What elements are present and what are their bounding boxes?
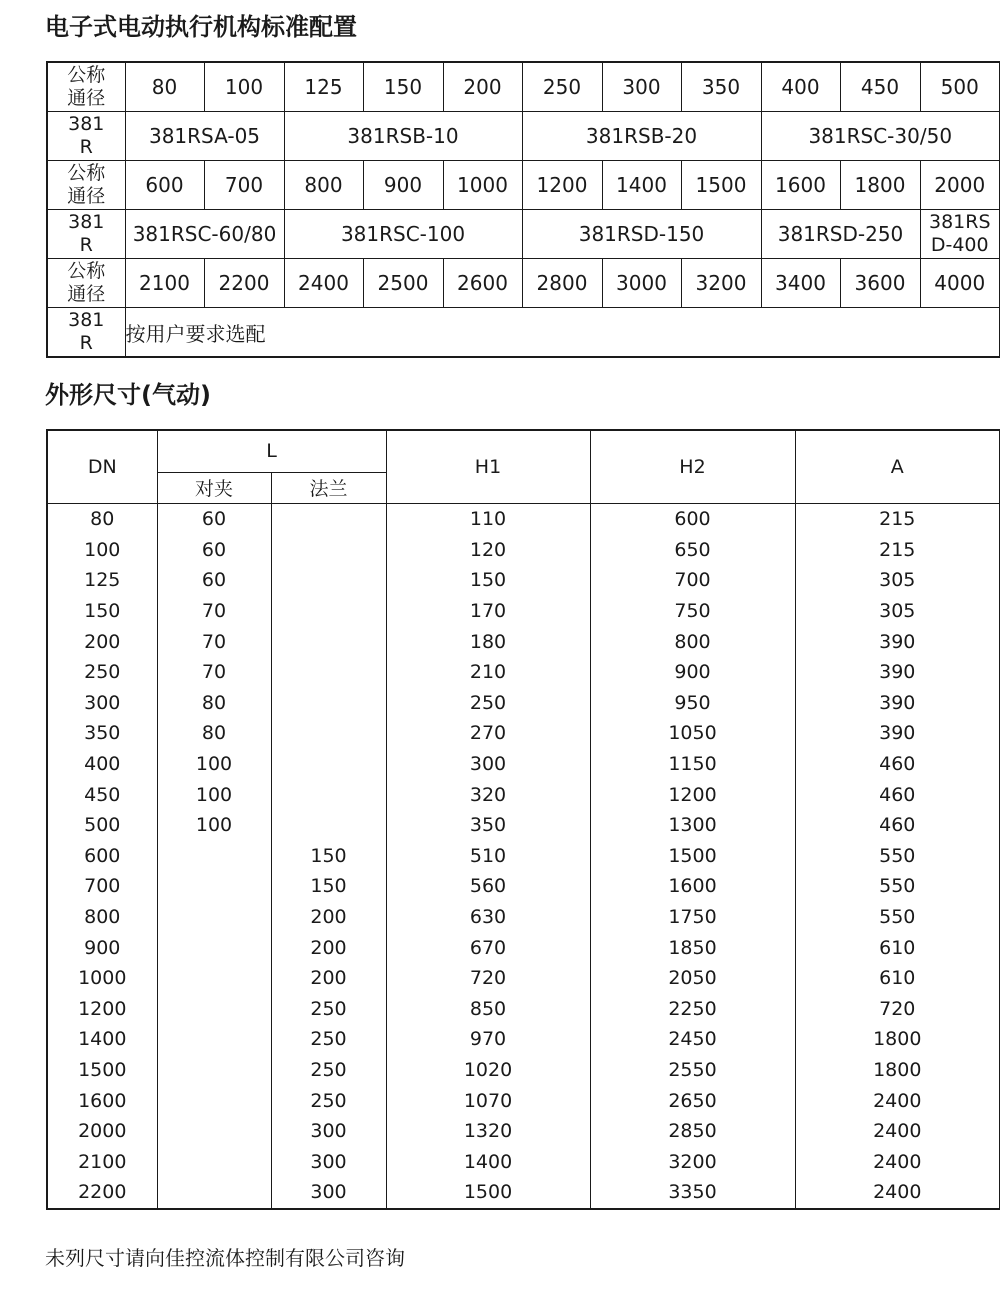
a-cell: 550 bbox=[795, 841, 1000, 872]
table-row bbox=[47, 932, 1000, 963]
dn-cell: 1600 bbox=[47, 1085, 157, 1116]
l-flange-cell bbox=[271, 749, 386, 780]
standard-config-table bbox=[46, 61, 1000, 358]
l-flange-cell bbox=[271, 565, 386, 596]
l-wafer-cell bbox=[157, 902, 271, 933]
h1-cell: 670 bbox=[386, 932, 590, 963]
table-row bbox=[47, 718, 1000, 749]
l-wafer-cell bbox=[157, 1024, 271, 1055]
model-row bbox=[47, 308, 1000, 358]
header-l-flange: 法兰 bbox=[271, 472, 386, 503]
l-flange-cell bbox=[271, 657, 386, 688]
header-l: L bbox=[157, 430, 386, 472]
l-wafer-cell bbox=[157, 1177, 271, 1209]
dn-cell: 1000 bbox=[443, 161, 522, 210]
table-row bbox=[47, 841, 1000, 872]
a-cell: 550 bbox=[795, 902, 1000, 933]
l-flange-cell: 200 bbox=[271, 902, 386, 933]
l-wafer-cell bbox=[157, 841, 271, 872]
dn-cell: 800 bbox=[284, 161, 363, 210]
h2-cell: 1600 bbox=[590, 871, 795, 902]
l-flange-cell bbox=[271, 810, 386, 841]
dn-cell: 100 bbox=[47, 535, 157, 566]
a-cell: 460 bbox=[795, 779, 1000, 810]
h2-cell: 1200 bbox=[590, 779, 795, 810]
l-wafer-cell bbox=[157, 1146, 271, 1177]
dn-cell: 125 bbox=[47, 565, 157, 596]
a-cell: 460 bbox=[795, 749, 1000, 780]
l-flange-cell bbox=[271, 688, 386, 719]
l-wafer-cell bbox=[157, 932, 271, 963]
row-label-381r: 381 R bbox=[47, 308, 125, 358]
h1-cell: 1070 bbox=[386, 1085, 590, 1116]
dn-cell: 200 bbox=[47, 626, 157, 657]
a-cell: 215 bbox=[795, 535, 1000, 566]
dn-cell: 600 bbox=[125, 161, 204, 210]
l-flange-cell bbox=[271, 504, 386, 535]
dn-cell: 100 bbox=[204, 62, 284, 112]
h1-cell: 350 bbox=[386, 810, 590, 841]
model-cell: 381RSD-250 bbox=[761, 210, 920, 259]
dn-cell: 2200 bbox=[47, 1177, 157, 1209]
dn-row bbox=[47, 259, 1000, 308]
header-h2: H2 bbox=[590, 430, 795, 504]
dn-cell: 150 bbox=[47, 596, 157, 627]
dn-cell: 2600 bbox=[443, 259, 522, 308]
model-cell: 381RS D-400 bbox=[920, 210, 1000, 259]
dn-cell: 450 bbox=[840, 62, 920, 112]
a-cell: 720 bbox=[795, 994, 1000, 1025]
h1-cell: 180 bbox=[386, 626, 590, 657]
h1-cell: 1320 bbox=[386, 1116, 590, 1147]
h2-cell: 3200 bbox=[590, 1146, 795, 1177]
dn-cell: 450 bbox=[47, 779, 157, 810]
h2-cell: 1850 bbox=[590, 932, 795, 963]
a-cell: 2400 bbox=[795, 1146, 1000, 1177]
dn-cell: 900 bbox=[363, 161, 443, 210]
h1-cell: 510 bbox=[386, 841, 590, 872]
h1-cell: 270 bbox=[386, 718, 590, 749]
table-row bbox=[47, 1146, 1000, 1177]
config-section-title: 电子式电动执行机构标准配置 bbox=[45, 13, 357, 41]
dn-cell: 80 bbox=[47, 504, 157, 535]
a-cell: 305 bbox=[795, 596, 1000, 627]
table-row bbox=[47, 963, 1000, 994]
a-cell: 390 bbox=[795, 688, 1000, 719]
h1-cell: 150 bbox=[386, 565, 590, 596]
l-wafer-cell bbox=[157, 994, 271, 1025]
dn-row bbox=[47, 161, 1000, 210]
l-wafer-cell: 60 bbox=[157, 504, 271, 535]
dimensions-section-title: 外形尺寸(气动) bbox=[45, 381, 211, 409]
dn-cell: 400 bbox=[47, 749, 157, 780]
dn-cell: 400 bbox=[761, 62, 840, 112]
dn-cell: 3600 bbox=[840, 259, 920, 308]
dn-cell: 500 bbox=[920, 62, 1000, 112]
l-flange-cell: 200 bbox=[271, 963, 386, 994]
a-cell: 1800 bbox=[795, 1055, 1000, 1086]
dn-cell: 3200 bbox=[681, 259, 761, 308]
a-cell: 550 bbox=[795, 871, 1000, 902]
h1-cell: 110 bbox=[386, 504, 590, 535]
row-label-dn: 公称 通径 bbox=[47, 259, 125, 308]
dn-cell: 3000 bbox=[602, 259, 681, 308]
table-row bbox=[47, 810, 1000, 841]
a-cell: 2400 bbox=[795, 1177, 1000, 1209]
dn-cell: 250 bbox=[47, 657, 157, 688]
l-flange-cell: 150 bbox=[271, 841, 386, 872]
h1-cell: 970 bbox=[386, 1024, 590, 1055]
l-flange-cell bbox=[271, 535, 386, 566]
h2-cell: 1500 bbox=[590, 841, 795, 872]
h2-cell: 2250 bbox=[590, 994, 795, 1025]
dn-cell: 3400 bbox=[761, 259, 840, 308]
h2-cell: 1150 bbox=[590, 749, 795, 780]
model-row bbox=[47, 112, 1000, 161]
table-row bbox=[47, 565, 1000, 596]
dn-cell: 125 bbox=[284, 62, 363, 112]
h1-cell: 210 bbox=[386, 657, 590, 688]
dn-cell: 1800 bbox=[840, 161, 920, 210]
h2-cell: 950 bbox=[590, 688, 795, 719]
h2-cell: 650 bbox=[590, 535, 795, 566]
header-h1: H1 bbox=[386, 430, 590, 504]
h1-cell: 630 bbox=[386, 902, 590, 933]
h1-cell: 250 bbox=[386, 688, 590, 719]
table-row bbox=[47, 1177, 1000, 1209]
l-flange-cell bbox=[271, 596, 386, 627]
table-row bbox=[47, 994, 1000, 1025]
table-row bbox=[47, 871, 1000, 902]
table-row bbox=[47, 779, 1000, 810]
table-row bbox=[47, 535, 1000, 566]
l-flange-cell: 300 bbox=[271, 1116, 386, 1147]
h2-cell: 1300 bbox=[590, 810, 795, 841]
l-flange-cell: 300 bbox=[271, 1177, 386, 1209]
h1-cell: 120 bbox=[386, 535, 590, 566]
model-cell: 381RSC-60/80 bbox=[125, 210, 284, 259]
l-wafer-cell: 70 bbox=[157, 596, 271, 627]
dn-cell: 1400 bbox=[47, 1024, 157, 1055]
footer-note: 未列尺寸请向佳控流体控制有限公司咨询 bbox=[45, 1246, 405, 1270]
h2-cell: 2650 bbox=[590, 1085, 795, 1116]
model-cell: 381RSC-30/50 bbox=[761, 112, 1000, 161]
l-flange-cell bbox=[271, 718, 386, 749]
dn-cell: 4000 bbox=[920, 259, 1000, 308]
dn-cell: 2200 bbox=[204, 259, 284, 308]
h1-cell: 300 bbox=[386, 749, 590, 780]
l-flange-cell: 250 bbox=[271, 1024, 386, 1055]
l-flange-cell: 250 bbox=[271, 994, 386, 1025]
a-cell: 2400 bbox=[795, 1116, 1000, 1147]
l-flange-cell: 300 bbox=[271, 1146, 386, 1177]
dn-cell: 2100 bbox=[47, 1146, 157, 1177]
h1-cell: 170 bbox=[386, 596, 590, 627]
dn-cell: 1400 bbox=[602, 161, 681, 210]
model-cell: 381RSB-20 bbox=[522, 112, 761, 161]
h1-cell: 320 bbox=[386, 779, 590, 810]
h1-cell: 560 bbox=[386, 871, 590, 902]
dn-cell: 2400 bbox=[284, 259, 363, 308]
h2-cell: 1750 bbox=[590, 902, 795, 933]
a-cell: 390 bbox=[795, 718, 1000, 749]
h2-cell: 600 bbox=[590, 504, 795, 535]
h2-cell: 3350 bbox=[590, 1177, 795, 1209]
dn-cell: 700 bbox=[204, 161, 284, 210]
table-row bbox=[47, 1024, 1000, 1055]
dn-cell: 2000 bbox=[920, 161, 1000, 210]
l-wafer-cell: 100 bbox=[157, 749, 271, 780]
dn-cell: 800 bbox=[47, 902, 157, 933]
a-cell: 390 bbox=[795, 626, 1000, 657]
a-cell: 390 bbox=[795, 657, 1000, 688]
dn-cell: 200 bbox=[443, 62, 522, 112]
dn-cell: 80 bbox=[125, 62, 204, 112]
model-row bbox=[47, 210, 1000, 259]
table-row bbox=[47, 626, 1000, 657]
h2-cell: 1050 bbox=[590, 718, 795, 749]
h1-cell: 1500 bbox=[386, 1177, 590, 1209]
header-dn: DN bbox=[47, 430, 157, 504]
dn-cell: 2000 bbox=[47, 1116, 157, 1147]
l-flange-cell: 250 bbox=[271, 1055, 386, 1086]
table-row bbox=[47, 902, 1000, 933]
h2-cell: 2850 bbox=[590, 1116, 795, 1147]
header-l-wafer: 对夹 bbox=[157, 472, 271, 503]
dn-cell: 900 bbox=[47, 932, 157, 963]
row-label-381r: 381 R bbox=[47, 112, 125, 161]
dn-cell: 300 bbox=[602, 62, 681, 112]
l-wafer-cell: 70 bbox=[157, 657, 271, 688]
table-row bbox=[47, 657, 1000, 688]
l-wafer-cell: 100 bbox=[157, 810, 271, 841]
dn-cell: 2500 bbox=[363, 259, 443, 308]
l-wafer-cell bbox=[157, 963, 271, 994]
table-row bbox=[47, 1055, 1000, 1086]
h1-cell: 850 bbox=[386, 994, 590, 1025]
table-row bbox=[47, 596, 1000, 627]
model-cell: 381RSB-10 bbox=[284, 112, 522, 161]
table-row bbox=[47, 1085, 1000, 1116]
h2-cell: 2550 bbox=[590, 1055, 795, 1086]
l-wafer-cell: 80 bbox=[157, 688, 271, 719]
a-cell: 1800 bbox=[795, 1024, 1000, 1055]
l-wafer-cell bbox=[157, 871, 271, 902]
table-row bbox=[47, 688, 1000, 719]
l-wafer-cell: 70 bbox=[157, 626, 271, 657]
a-cell: 215 bbox=[795, 504, 1000, 535]
l-flange-cell: 200 bbox=[271, 932, 386, 963]
a-cell: 2400 bbox=[795, 1085, 1000, 1116]
l-wafer-cell: 100 bbox=[157, 779, 271, 810]
row-label-dn: 公称 通径 bbox=[47, 62, 125, 112]
dn-cell: 1500 bbox=[681, 161, 761, 210]
l-wafer-cell bbox=[157, 1085, 271, 1116]
l-flange-cell bbox=[271, 626, 386, 657]
row-label-381r: 381 R bbox=[47, 210, 125, 259]
dn-cell: 350 bbox=[681, 62, 761, 112]
h2-cell: 900 bbox=[590, 657, 795, 688]
dn-cell: 1200 bbox=[47, 994, 157, 1025]
h1-cell: 1020 bbox=[386, 1055, 590, 1086]
a-cell: 610 bbox=[795, 963, 1000, 994]
h2-cell: 2450 bbox=[590, 1024, 795, 1055]
model-cell: 381RSA-05 bbox=[125, 112, 284, 161]
l-flange-cell bbox=[271, 779, 386, 810]
dimensions-table bbox=[46, 429, 1000, 1210]
dn-cell: 1600 bbox=[761, 161, 840, 210]
dn-cell: 1000 bbox=[47, 963, 157, 994]
h2-cell: 750 bbox=[590, 596, 795, 627]
dn-cell: 300 bbox=[47, 688, 157, 719]
dn-cell: 500 bbox=[47, 810, 157, 841]
l-flange-cell: 250 bbox=[271, 1085, 386, 1116]
l-wafer-cell: 80 bbox=[157, 718, 271, 749]
a-cell: 460 bbox=[795, 810, 1000, 841]
dn-cell: 600 bbox=[47, 841, 157, 872]
a-cell: 305 bbox=[795, 565, 1000, 596]
dn-cell: 2800 bbox=[522, 259, 602, 308]
row-label-dn: 公称 通径 bbox=[47, 161, 125, 210]
l-wafer-cell bbox=[157, 1055, 271, 1086]
h1-cell: 1400 bbox=[386, 1146, 590, 1177]
dn-row bbox=[47, 62, 1000, 112]
header-a: A bbox=[795, 430, 1000, 504]
dn-cell: 250 bbox=[522, 62, 602, 112]
table-row bbox=[47, 749, 1000, 780]
table-row bbox=[47, 1116, 1000, 1147]
h1-cell: 720 bbox=[386, 963, 590, 994]
h2-cell: 800 bbox=[590, 626, 795, 657]
l-wafer-cell: 60 bbox=[157, 565, 271, 596]
model-cell: 按用户要求选配 bbox=[125, 308, 1000, 358]
l-wafer-cell: 60 bbox=[157, 535, 271, 566]
dn-cell: 700 bbox=[47, 871, 157, 902]
dn-cell: 2100 bbox=[125, 259, 204, 308]
h2-cell: 2050 bbox=[590, 963, 795, 994]
a-cell: 610 bbox=[795, 932, 1000, 963]
dn-cell: 150 bbox=[363, 62, 443, 112]
dn-cell: 1500 bbox=[47, 1055, 157, 1086]
table-row bbox=[47, 504, 1000, 535]
l-flange-cell: 150 bbox=[271, 871, 386, 902]
dn-cell: 350 bbox=[47, 718, 157, 749]
dn-cell: 1200 bbox=[522, 161, 602, 210]
model-cell: 381RSC-100 bbox=[284, 210, 522, 259]
h2-cell: 700 bbox=[590, 565, 795, 596]
l-wafer-cell bbox=[157, 1116, 271, 1147]
model-cell: 381RSD-150 bbox=[522, 210, 761, 259]
